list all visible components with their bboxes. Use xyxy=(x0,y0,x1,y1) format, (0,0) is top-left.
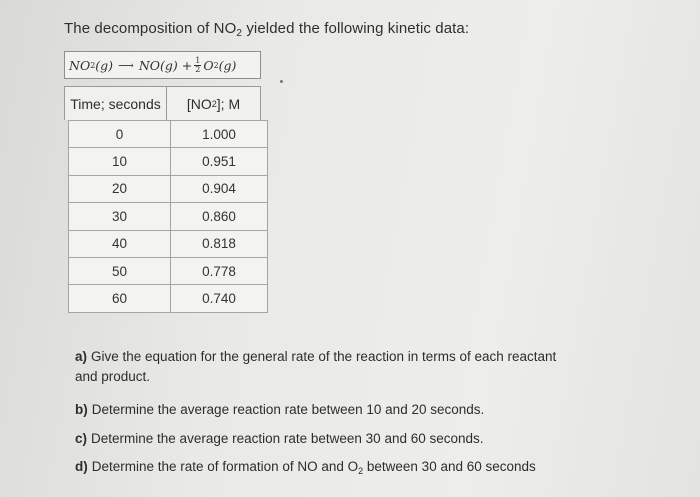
question-d-label: d) xyxy=(75,459,88,474)
intro-text xyxy=(64,20,469,39)
product-no-state: (g) + xyxy=(160,57,193,73)
intro-text-after: yielded the following kinetic data: xyxy=(242,20,470,37)
time-cell: 40 xyxy=(69,230,171,257)
reactant: NO xyxy=(69,57,91,73)
fraction-numerator: 1 xyxy=(195,55,201,65)
header-conc-prefix: [NO xyxy=(186,95,212,112)
question-c-label: c) xyxy=(75,431,88,446)
table-row xyxy=(69,257,268,284)
time-cell: 60 xyxy=(69,285,171,312)
time-cell: 20 xyxy=(69,175,171,202)
question-d-subscript: 2 xyxy=(358,466,364,476)
table-row xyxy=(69,121,268,148)
product-o2-state: (g) xyxy=(218,57,237,73)
table-row xyxy=(69,148,268,175)
conc-cell: 0.818 xyxy=(171,230,268,257)
question-a xyxy=(75,347,580,387)
question-a-label: a) xyxy=(75,349,88,364)
product-o2-subscript: 2 xyxy=(213,60,219,70)
header-conc-suffix: ]; M xyxy=(216,95,241,112)
header-conc-subscript: 2 xyxy=(211,98,217,109)
question-d-text: Determine the rate of formation of NO and O xyxy=(91,459,359,474)
kinetic-data-table xyxy=(68,120,268,313)
question-c xyxy=(75,429,484,449)
table-row xyxy=(69,175,268,202)
intro-subscript: 2 xyxy=(236,28,243,39)
conc-cell: 0.740 xyxy=(171,285,268,312)
table-header xyxy=(64,86,261,120)
reactant-subscript: 2 xyxy=(90,60,96,70)
time-cell: 50 xyxy=(69,257,171,284)
question-b-label: b) xyxy=(75,402,88,417)
question-a-text: Give the equation for the general rate of the reaction in terms of each reactant and product. xyxy=(75,349,557,384)
time-cell: 10 xyxy=(69,148,171,175)
question-d xyxy=(75,457,536,481)
product-no: NO xyxy=(138,57,161,73)
table-row xyxy=(69,285,268,312)
header-time: Time; seconds xyxy=(65,87,167,120)
question-b-text: Determine the average reaction rate between 10 and 20 seconds. xyxy=(91,402,485,417)
product-o2: O xyxy=(203,57,214,73)
fraction-denominator: 2 xyxy=(195,64,201,74)
reactant-state: (g) xyxy=(95,57,114,73)
reaction-arrow-icon: ⟶ xyxy=(118,58,134,72)
conc-cell: 0.904 xyxy=(171,175,268,202)
table-row xyxy=(69,203,268,230)
question-d-text-end: between 30 and 60 seconds xyxy=(363,459,536,474)
conc-cell: 0.860 xyxy=(171,203,268,230)
table-row xyxy=(69,230,268,257)
question-b xyxy=(75,400,484,420)
question-c-text: Determine the average reaction rate between 30 and 60 seconds. xyxy=(91,431,484,446)
conc-cell: 0.778 xyxy=(171,257,268,284)
conc-cell: 1.000 xyxy=(171,121,268,148)
fraction-one-half xyxy=(194,57,201,74)
time-cell: 0 xyxy=(69,121,171,148)
header-concentration xyxy=(167,87,260,120)
intro-text-main: The decomposition of NO xyxy=(64,20,237,37)
conc-cell: 0.951 xyxy=(171,148,268,175)
stray-dot xyxy=(280,80,283,83)
reaction-equation xyxy=(64,51,261,79)
time-cell: 30 xyxy=(69,203,171,230)
